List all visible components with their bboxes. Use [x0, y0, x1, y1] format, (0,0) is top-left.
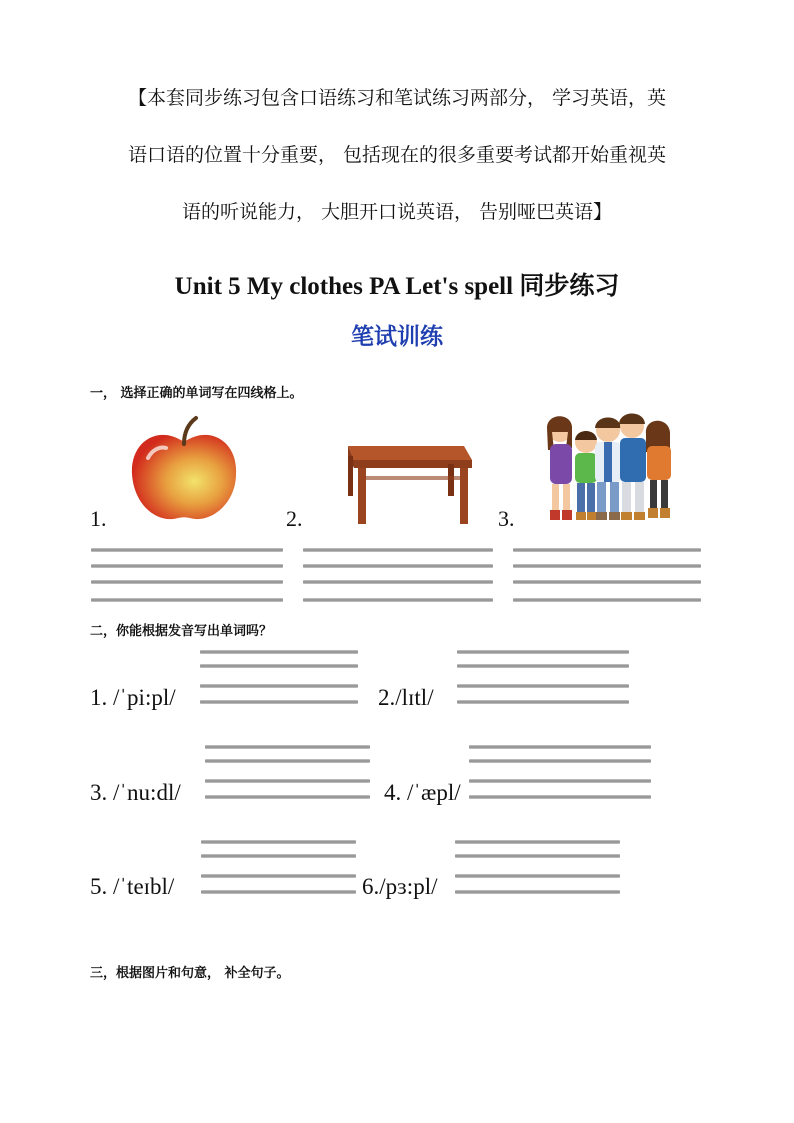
section-2-heading: 二，你能根据发音写出单词吗？	[90, 624, 273, 639]
four-line-grid[interactable]	[513, 548, 701, 608]
phonetic-4: 4. /ˈæpl/	[384, 780, 461, 805]
table-icon	[344, 436, 474, 528]
four-line-grid[interactable]	[205, 745, 370, 799]
apple-icon	[128, 414, 240, 526]
item-number: 2.	[286, 506, 303, 531]
phonetic-2: 2./lɪtl/	[378, 685, 434, 710]
phonetic-3: 3. /ˈnu:dl/	[90, 780, 181, 805]
children-group	[538, 408, 678, 526]
four-line-grid[interactable]	[201, 840, 356, 894]
page-title: Unit 5 My clothes PA Let's spell 同步练习	[174, 273, 620, 300]
intro-line-1: 【本套同步练习包含口语练习和笔试练习两部分， 学习英语，英	[127, 87, 667, 109]
item-number: 3.	[498, 506, 515, 531]
four-line-grid[interactable]	[91, 548, 283, 608]
phonetic-6: 6./pɜ:pl/	[362, 874, 438, 899]
phonetic-1: 1. /ˈpi:pl/	[90, 685, 176, 710]
item-number: 1.	[90, 506, 107, 531]
section-3-heading: 三，根据图片和句意， 补全句子。	[90, 966, 290, 981]
four-line-grid[interactable]	[457, 650, 629, 704]
four-line-grid[interactable]	[469, 745, 651, 799]
intro-paragraph	[80, 70, 714, 241]
four-line-grid[interactable]	[455, 840, 620, 894]
four-line-grid[interactable]	[200, 650, 358, 704]
intro-line-2: 语口语的位置十分重要， 包括现在的很多重要考试都开始重视英	[127, 144, 667, 166]
phonetic-5: 5. /ˈteɪbl/	[90, 874, 175, 899]
intro-line-3: 语的听说能力， 大胆开口说英语， 告别哑巴英语】	[181, 201, 613, 223]
page-subtitle: 笔试训练	[351, 324, 443, 350]
section-1-heading: 一， 选择正确的单词写在四线格上。	[90, 386, 303, 401]
four-line-grid[interactable]	[303, 548, 493, 608]
